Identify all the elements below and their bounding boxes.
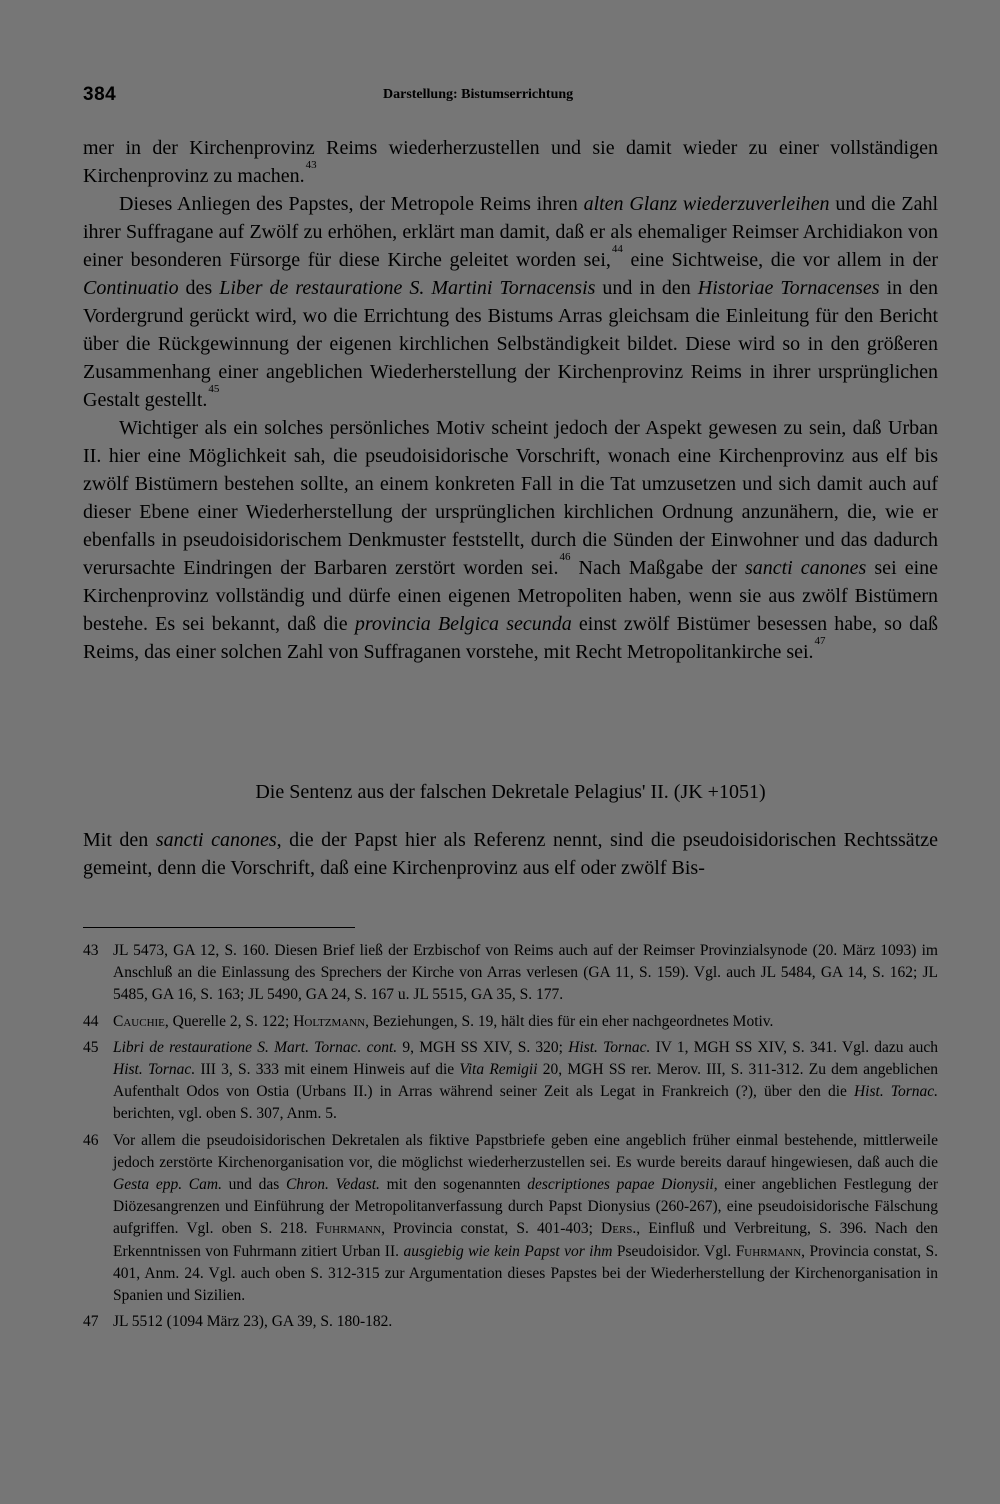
text-run: Dieses Anliegen des Papstes, der Metropole Reims ihren	[119, 193, 584, 215]
text-run: , einer angeblichen Festlegung der Diözesangrenzen und Einführung der Metropolitanverfassung durch Papst Dionysius (260-267), eine pseudoisidorische Fälschung aufgriffen. Vgl. oben S. 218.	[113, 1176, 939, 1238]
footnote-ref-45[interactable]: 45	[208, 383, 220, 395]
text-run: , Provincia constat, S. 401-403;	[381, 1220, 602, 1238]
italic-run: sancti canones	[744, 557, 867, 579]
author-name: Ders.	[601, 1220, 637, 1238]
section-heading: Die Sentenz aus der falschen Dekretale Pelagius' II. (JK +1051)	[255, 781, 766, 803]
main-text	[83, 134, 938, 666]
text-run: Pseudoisidor. Vgl.	[612, 1242, 736, 1260]
footnote-43	[83, 940, 938, 1007]
text-run: JL 5473, GA 12, S. 160. Diesen Brief ließ der Erzbischof von Reims auch auf der Reimser Provinzialsynode (20. März 1093) im Anschluß an die Einlassung des Sprechers der Kirche von Arras verlesen (GA 11, S. 159). Vgl. auch JL 5484, GA 14, S. 162; JL 5485, GA 16, S. 163; JL 5490, GA 24, S. 167 u. JL 5515, GA 35, S. 177.	[113, 942, 938, 1004]
text-run: 20, MGH SS rer. Merov. III, S. 311-312. Zu dem angeblichen Aufenthalt Odos von Ostia (Urbans II.) in Arras während seiner Zeit als Legat in Frankreich (?), über den die	[113, 1061, 938, 1101]
italic-run: sancti canones	[155, 829, 277, 851]
italic-run: Gesta epp. Cam.	[113, 1176, 222, 1194]
footnote-45	[83, 1037, 938, 1126]
footnote-ref-47[interactable]: 47	[814, 635, 826, 647]
footnote-number: 44	[83, 1012, 99, 1030]
text-run: Mit den	[83, 829, 156, 851]
footnote-number: 43	[83, 942, 99, 959]
paragraph-1	[83, 134, 938, 190]
author-name: Cauchie	[113, 1012, 165, 1030]
text-run: , Beziehungen, S. 19, hält dies für ein eher nachgeordnetes Motiv.	[365, 1012, 774, 1030]
author-name: Fuhrmann	[735, 1242, 802, 1260]
text-run: , Provincia constat, S. 401, Anm. 24. Vgl. auch oben S. 312-315 zur Argumentation dieses Papstes bei der Wiederherstellung der Kirchenorganisation in Spanien und Sizilien.	[113, 1242, 938, 1305]
paragraph-3	[83, 414, 938, 666]
text-run: , die der Papst hier als Referenz nennt, sind die pseudoisidorischen Rechtssätze gemeint, denn die Vorschrift, daß eine Kirchenprovinz aus elf oder zwölf Bis-	[83, 829, 938, 879]
italic-run: provincia Belgica secunda	[354, 613, 572, 635]
text-run: Vor allem die pseudoisidorischen Dekretalen als fiktive Papstbriefe geben eine angeblich früher einmal bestehende, mittlerweile jedoch zerstörte Kirchenorganisation vor, die möglichst wiederherzustellen sei. Es wurde bereits darauf hingewiesen, daß auch die	[113, 1131, 938, 1171]
text-run: und in den	[595, 277, 698, 299]
italic-run: Vita Remigii	[459, 1061, 538, 1079]
italic-run: Chron. Vedast.	[285, 1176, 380, 1194]
footnote-ref-46[interactable]: 46	[559, 551, 571, 563]
italic-run: Liber de restauratione S. Martini Tornacensis	[219, 277, 596, 299]
text-run: IV 1, MGH SS XIV, S. 341. Vgl. dazu auch	[650, 1038, 939, 1056]
footnote-ref-43[interactable]: 43	[305, 159, 317, 171]
italic-run: ausgiebig wie kein Papst vor ihm	[403, 1242, 613, 1260]
italic-run: alten Glanz wiederzuverleihen	[583, 193, 830, 215]
text-run: und die Zahl ihrer Suffragane auf Zwölf zu erhöhen, erklärt man damit, daß er als ehemaliger Reimser Archidiakon von einer besonderen Fürsorge für diese Kirche geleitet worden sei,	[83, 193, 938, 271]
text-run: sei eine Kirchenprovinz vollständig und dürfe einen eigenen Metropoliten haben, wenn sie aus zwölf Bistümern bestehe. Es sei bekannt, daß die	[83, 557, 939, 635]
text-run: eine Sichtweise, die vor allem in der	[622, 249, 938, 271]
text-run: einst zwölf Bistümer besessen habe, so daß Reims, das einer solchen Zahl von Suffraganen vorstehe, mit Recht Metropolitankirche sei.	[83, 613, 939, 663]
footnote-44	[83, 1011, 938, 1033]
text-run: berichten, vgl. oben S. 307, Anm. 5.	[113, 1105, 337, 1123]
footnote-separator	[83, 927, 355, 928]
footnote-number: 47	[83, 1313, 99, 1331]
footnote-47	[83, 1311, 938, 1333]
footnote-number: 46	[83, 1131, 99, 1149]
text-run: Wichtiger als ein solches persönliches Motiv scheint jedoch der Aspekt gewesen zu sein, daß Urban II. hier eine Möglichkeit sah, die pseudoisidorische Vorschrift, wonach eine Kirchenprovinz aus elf bis zwölf Bistümern bestehen sollte, an einem konkreten Fall in die Tat umzusetzen und sich damit auch auf dieser Ebene einer Wiederherstellung der ursprünglichen kirchlichen Ordnung anzunähern, die, wie er ebenfalls in pseudoisidorischem Denkmuster feststellt, durch die Sünden der Einwohner und das dadurch verursachte Eindringen der Barbaren zerstört worden sei.	[83, 417, 938, 579]
author-name: Fuhrmann	[315, 1220, 382, 1238]
footnotes	[83, 940, 938, 1337]
italic-run: Continuatio	[83, 277, 179, 299]
text-run: und das	[221, 1176, 286, 1194]
italic-run: Libri de restauratione S. Mart. Tornac. cont.	[113, 1038, 398, 1056]
italic-run: Hist. Tornac.	[853, 1083, 938, 1101]
text-run: in den Vordergrund gerückt wird, wo die Errichtung des Bistums Arras gleichsam die Einleitung für den Bericht über die Rückgewinnung der eigenen kirchlichen Selbständigkeit bildet. Diese wird so in den größeren Zusammenhang einer angeblichen Wiederherstellung der Kirchenprovinz Reims in ihrer ursprünglichen Gestalt gestellt.	[83, 277, 938, 411]
text-run: III 3, S. 333 mit einem Hinweis auf die	[195, 1061, 460, 1079]
italic-run: Hist. Tornac.	[568, 1038, 651, 1056]
section-paragraph	[83, 826, 938, 882]
text-run: des	[178, 277, 220, 299]
page-header	[83, 84, 938, 108]
footnote-ref-44[interactable]: 44	[611, 243, 623, 255]
italic-run: Historiae Tornacenses	[697, 277, 880, 299]
paragraph-2	[83, 190, 938, 414]
italic-run: descriptiones papae Dionysii	[527, 1176, 714, 1194]
text-run: 9, MGH SS XIV, S. 320;	[397, 1038, 569, 1056]
footnote-number: 45	[83, 1038, 99, 1056]
text-run: mit den sogenannten	[379, 1176, 528, 1194]
text-run: JL 5512 (1094 März 23), GA 39, S. 180-182.	[113, 1313, 393, 1331]
section-text	[83, 826, 938, 882]
footnote-46	[83, 1130, 938, 1308]
text-run: , Einfluß und Verbreitung, S. 396. Nach den Erkenntnissen von Fuhrmann zitiert Urban II.	[113, 1220, 938, 1260]
italic-run: Hist. Tornac.	[113, 1061, 196, 1079]
text-run: , Querelle 2, S. 122;	[164, 1012, 294, 1030]
author-name: Holtzmann	[293, 1012, 366, 1030]
text-run: mer in der Kirchenprovinz Reims wiederherzustellen und sie damit wieder zu einer vollständigen Kirchenprovinz zu machen.	[83, 137, 938, 187]
page-number: 384	[83, 84, 117, 105]
text-run: Nach Maßgabe der	[570, 557, 745, 579]
running-title: Darstellung: Bistumserrichtung	[383, 87, 574, 102]
